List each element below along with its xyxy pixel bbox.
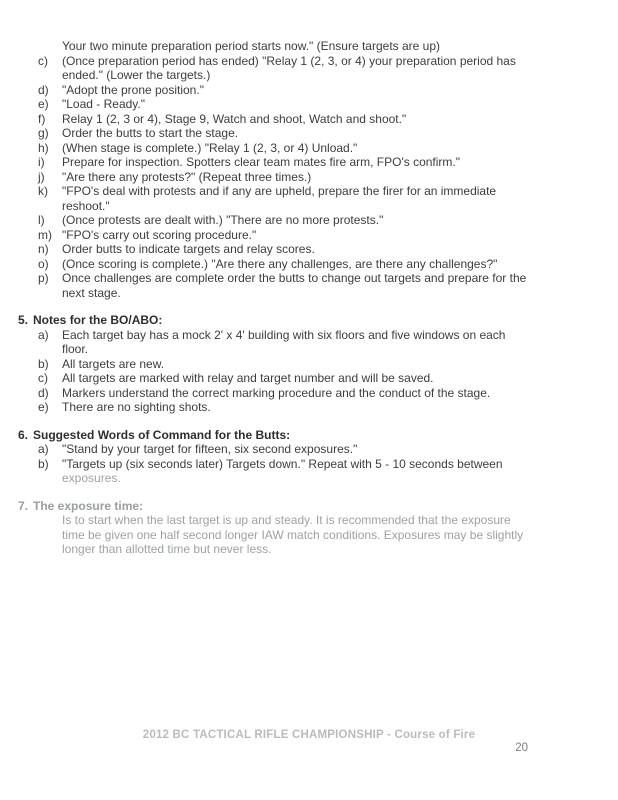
section-number: 5. <box>18 313 29 327</box>
list-item-text <box>62 126 618 141</box>
list-item <box>0 457 618 486</box>
text-line: Relay 1 (2, 3 or 4), Stage 9, Watch and shoot, Watch and shoot." <box>62 111 407 126</box>
list-item-marker: b) <box>38 456 49 471</box>
list-item <box>0 213 618 228</box>
text-line: reshoot." <box>62 198 110 213</box>
list-item-text <box>62 54 618 83</box>
text-line: (Once protests are dealt with.) "There are no more protests." <box>62 213 384 227</box>
list-item <box>0 141 618 156</box>
list-item-marker: m) <box>38 227 52 242</box>
text-line: Order butts to indicate targets and relay scores. <box>62 242 315 256</box>
text-line: ended." (Lower the targets.) <box>62 68 211 82</box>
list-item <box>0 271 618 300</box>
text-line: Order the butts to start the stage. <box>62 126 239 140</box>
text-line: "FPO's carry out scoring procedure." <box>62 227 257 242</box>
list-item-marker: h) <box>38 140 49 155</box>
list-item-marker: j) <box>38 169 45 184</box>
page-number: 20 <box>515 742 528 754</box>
list-item <box>0 126 618 141</box>
document-body <box>0 39 618 557</box>
text-line: "Load - Ready." <box>62 97 146 111</box>
list-item-text <box>62 141 618 156</box>
list-item-marker: o) <box>38 256 49 271</box>
list-item-text <box>62 400 618 415</box>
list-item <box>0 39 618 54</box>
list-item <box>0 257 618 272</box>
list-item-text <box>62 357 618 372</box>
list-item-marker: k) <box>38 184 48 198</box>
text-line: "FPO's deal with protests and if any are upheld, prepare the firer for an immediate <box>62 184 497 198</box>
section-title: The exposure time: <box>33 498 144 513</box>
list-item-marker: n) <box>38 242 49 256</box>
text-line: longer than allotted time but never less. <box>62 542 272 556</box>
text-line: All targets are marked with relay and target number and will be saved. <box>62 371 434 385</box>
list-item <box>0 184 618 213</box>
list-item-marker: e) <box>38 97 49 111</box>
section-number: 6. <box>18 427 29 442</box>
list-item <box>0 83 618 98</box>
text-line: "Adopt the prone position." <box>62 82 204 97</box>
section-title: Suggested Words of Command for the Butts: <box>33 427 291 442</box>
text-line: exposures. <box>62 471 121 485</box>
list-item-marker: i) <box>38 155 45 169</box>
text-line: Is to start when the last target is up and steady. It is recommended that the exposure <box>62 513 511 527</box>
list-item-text <box>62 271 618 300</box>
list-item-text <box>62 386 618 401</box>
list-item <box>0 371 618 386</box>
list-item <box>0 54 618 83</box>
list-item <box>0 442 618 457</box>
section-heading <box>0 313 618 328</box>
list-item <box>0 155 618 170</box>
list-item-marker <box>38 39 62 54</box>
section-title: Notes for the BO/ABO: <box>33 313 163 327</box>
list-item-text <box>62 97 618 112</box>
list-item-text <box>62 112 618 127</box>
section-number: 7. <box>18 498 29 513</box>
text-line: Your two minute preparation period starts now." (Ensure targets are up) <box>62 39 441 53</box>
section-heading <box>0 428 618 443</box>
text-line: (Once preparation period has ended) "Relay 1 (2, 3, or 4) your preparation period has <box>62 53 516 68</box>
list-item-text <box>62 513 618 557</box>
footer-title: 2012 BC TACTICAL RIFLE CHAMPIONSHIP - Course of Fire <box>142 729 476 741</box>
list-item <box>0 97 618 112</box>
list-item-text <box>62 328 618 357</box>
list-item-marker: d) <box>38 82 49 97</box>
list-item <box>0 112 618 127</box>
text-line: All targets are new. <box>62 356 165 371</box>
text-line: Prepare for inspection. Spotters clear team mates fire arm, FPO's confirm." <box>62 155 461 169</box>
text-line: "Targets up (six seconds later) Targets down." Repeat with 5 - 10 seconds between <box>62 456 503 471</box>
text-line: "Are there any protests?" (Repeat three times.) <box>62 169 312 184</box>
section-heading <box>0 499 618 514</box>
list-item <box>0 386 618 401</box>
text-line: floor. <box>62 342 89 356</box>
list-item-text <box>62 228 618 243</box>
text-line: (When stage is complete.) "Relay 1 (2, 3, or 4) Unload." <box>62 140 358 155</box>
list-item-text <box>62 242 618 257</box>
list-item <box>0 170 618 185</box>
list-item-marker: a) <box>38 327 49 342</box>
list-item <box>0 400 618 415</box>
list-item-marker: l) <box>38 213 45 227</box>
list-item <box>0 328 618 357</box>
list-item-text <box>62 83 618 98</box>
list-item-marker: d) <box>38 385 49 400</box>
list-item-text <box>62 257 618 272</box>
text-line: time be given one half second longer IAW match conditions. Exposures may be slightly <box>62 527 524 542</box>
list-item-marker: g) <box>38 126 49 140</box>
text-line: There are no sighting shots. <box>62 400 211 414</box>
list-item <box>0 242 618 257</box>
list-item-marker: f) <box>38 111 46 126</box>
list-item-marker: a) <box>38 442 49 456</box>
text-line: Each target bay has a mock 2' x 4' building with six floors and five windows on each <box>62 327 506 342</box>
list-item-text <box>62 457 618 486</box>
list-item-marker: c) <box>38 53 48 68</box>
text-line: (Once scoring is complete.) "Are there any challenges, are there any challenges?" <box>62 256 498 271</box>
text-line: "Stand by your target for fifteen, six second exposures." <box>62 442 358 456</box>
list-item-marker <box>38 513 62 557</box>
list-item-text <box>62 39 618 54</box>
list-item-text <box>62 170 618 185</box>
list-item-marker: e) <box>38 400 49 414</box>
text-line: Markers understand the correct marking procedure and the conduct of the stage. <box>62 385 491 400</box>
list-item-text <box>62 213 618 228</box>
list-item-text <box>62 371 618 386</box>
list-item-marker: c) <box>38 371 48 385</box>
list-item <box>0 513 618 557</box>
text-line: next stage. <box>62 285 121 300</box>
list-item-text <box>62 184 618 213</box>
text-line: Once challenges are complete order the butts to change out targets and prepare for the <box>62 271 527 285</box>
list-item-marker: p) <box>38 271 49 285</box>
list-item <box>0 228 618 243</box>
list-item-marker: b) <box>38 356 49 371</box>
list-item-text <box>62 155 618 170</box>
list-item-text <box>62 442 618 457</box>
list-item <box>0 357 618 372</box>
